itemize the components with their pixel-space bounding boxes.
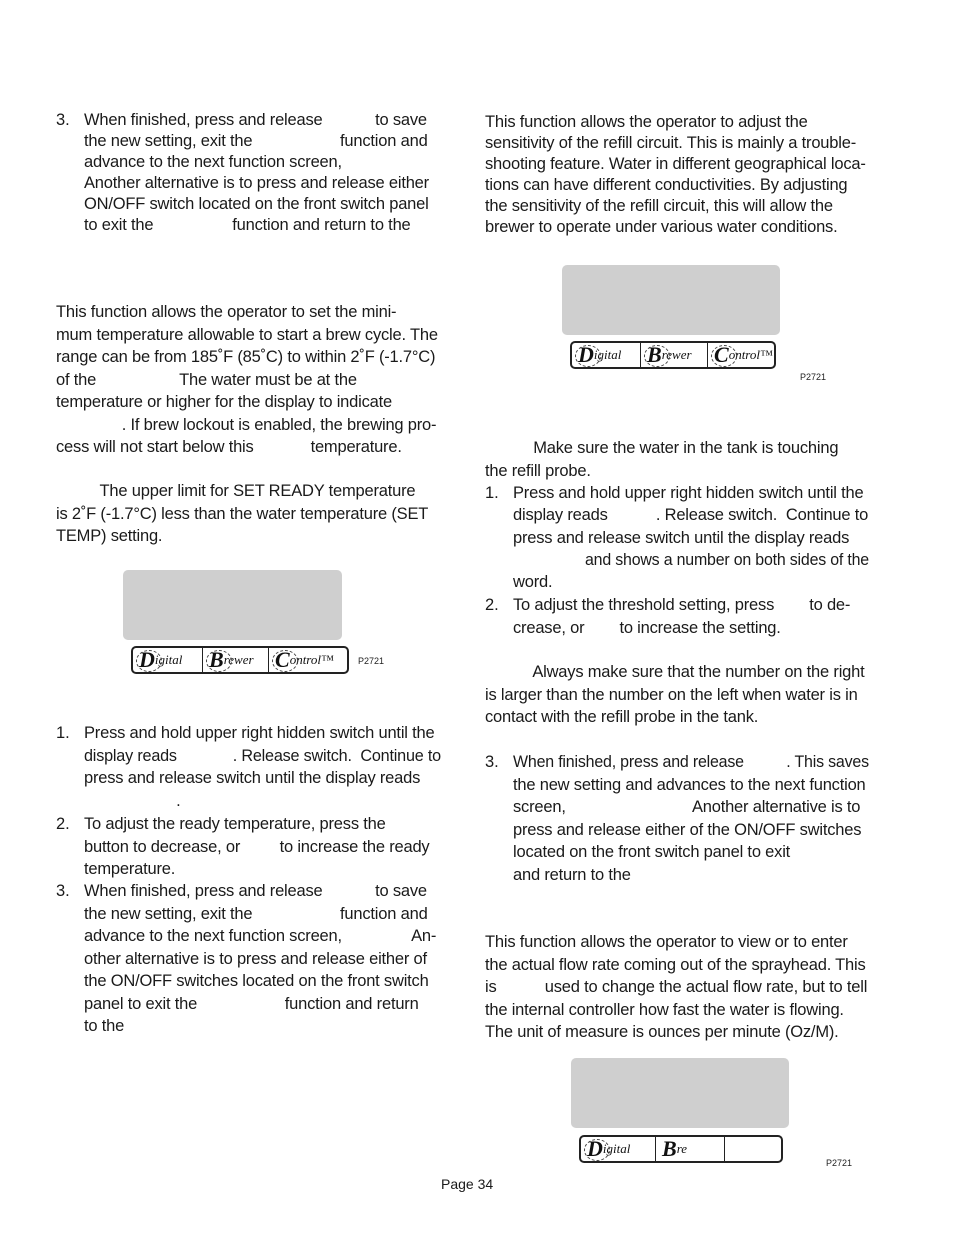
logo-digital: D igital [133,648,203,672]
digital-brewer-logo-partial [579,1135,783,1163]
text-line: word. [513,573,553,592]
logo-control: C ontrol™ [708,343,774,367]
text-line: . [84,791,181,810]
text-line: Press and hold upper right hidden switch until the [84,724,435,742]
text-line: This function allows the operator to set the mini- [56,303,397,321]
text-line: shooting feature. Water in different geographical loca- [485,155,866,173]
logo-brewer: B rewer [641,343,708,367]
logo-control: C ontrol™ [269,648,347,672]
text-line: the new setting, exit the function and [84,904,428,923]
text-line: the new setting, exit the function and [84,132,428,150]
text-line: the ON/OFF switches located on the front switch [84,972,429,990]
step-number: 3. [485,753,499,771]
step-number: 1. [485,484,499,502]
lcd-display-flow [571,1058,789,1128]
text-line: brewer to operate under various water conditions. [485,218,838,236]
text-line: TEMP) setting. [56,527,163,545]
text-line: the new setting and advances to the next function [513,775,866,794]
text-line: When finished, press and release . This saves [513,753,869,771]
text-line: panel to exit the function and return [84,994,419,1013]
text-line: display reads . Release switch. Continue to [513,506,869,525]
text-line: Always make sure that the number on the right [485,663,865,681]
text-line: Another alternative is to press and release either [84,174,429,192]
logo-brewer-partial: B re [656,1137,725,1161]
text-line: press and release switch until the display reads [84,769,421,787]
text-line: press and release either of the ON/OFF switches [513,820,862,839]
text-line: . If brew lockout is enabled, the brewing pro- [56,415,437,434]
step-number: 2. [56,815,70,833]
text-line: sensitivity of the refill circuit. This is mainly a trouble- [485,134,856,152]
text-line: tions can have different conductivities. By adjusting [485,176,848,194]
text-line: To adjust the threshold setting, press to de- [513,596,851,614]
text-line: other alternative is to press and release either of [84,949,427,968]
figure-ref-flow: P2721 [826,1158,853,1168]
figure-ref-left: P2721 [358,656,385,666]
text-line: located on the front switch panel to exit [513,843,791,861]
logo-blank-cell [725,1137,781,1161]
text-line: The unit of measure is ounces per minute (Oz/M). [485,1023,839,1041]
text-line: is used to change the actual flow rate, but to tell [485,978,868,996]
step-number: 3. [56,111,70,129]
text-line: Make sure the water in the tank is touching [485,439,839,457]
text-line: button to decrease, or to increase the ready [84,837,430,856]
text-line: to the [84,1017,125,1035]
text-line: advance to the next function screen, An- [84,927,437,945]
text-line: display reads . Release switch. Continue to [84,746,441,765]
text-line: When finished, press and release to save [84,111,427,129]
text-line: contact with the refill probe in the tank. [485,708,759,726]
text-line: This function allows the operator to view or to enter [485,933,848,951]
page-number: Page 34 [441,1176,494,1192]
text-line: the refill probe. [485,461,591,480]
text-line: to exit the function and return to the [84,216,411,234]
digital-brewer-control-logo-left [131,646,349,674]
text-line: advance to the next function screen, [84,153,342,171]
text-line: This function allows the operator to adjust the [485,113,808,131]
text-line: press and release switch until the display reads [513,528,850,547]
text-line: Press and hold upper right hidden switch until the [513,484,864,502]
lcd-display-right [562,265,780,335]
step-number: 3. [56,882,70,900]
text-line: range can be from 185˚F (85˚C) to within 2˚F (-1.7°C) [56,348,436,366]
step-number: 1. [56,724,70,742]
text-line: the sensitivity of the refill circuit, this will allow the [485,197,833,215]
text-line: and return to the [513,865,631,884]
logo-brewer: B rewer [203,648,269,672]
text-line: temperature. [84,860,176,878]
text-line: and shows a number on both sides of the [513,550,869,569]
text-line: crease, or to increase the setting. [513,618,781,637]
text-line: mum temperature allowable to start a brew cycle. The [56,325,438,344]
text-line: ON/OFF switch located on the front switch panel [84,195,429,213]
text-line: temperature or higher for the display to indicate [56,393,392,411]
text-line: is 2˚F (-1.7°C) less than the water temperature (SET [56,504,429,523]
text-line: of the The water must be at the [56,370,357,389]
text-line: the actual flow rate coming out of the sprayhead. This [485,955,866,974]
text-line: the internal controller how fast the water is flowing. [485,1000,844,1019]
digital-brewer-control-logo-right [570,341,776,369]
logo-digital: D igital [572,343,641,367]
text-line: To adjust the ready temperature, press the [84,815,386,833]
text-line: screen, Another alternative is to [513,798,861,816]
text-line: is larger than the number on the left when water is in [485,685,858,704]
text-line: When finished, press and release to save [84,882,427,900]
text-line: The upper limit for SET READY temperature [56,482,416,500]
figure-ref-right: P2721 [800,372,827,382]
lcd-display-left [123,570,342,640]
step-number: 2. [485,596,499,614]
logo-digital: D igital [581,1137,656,1161]
text-line: cess will not start below this temperature. [56,438,402,456]
